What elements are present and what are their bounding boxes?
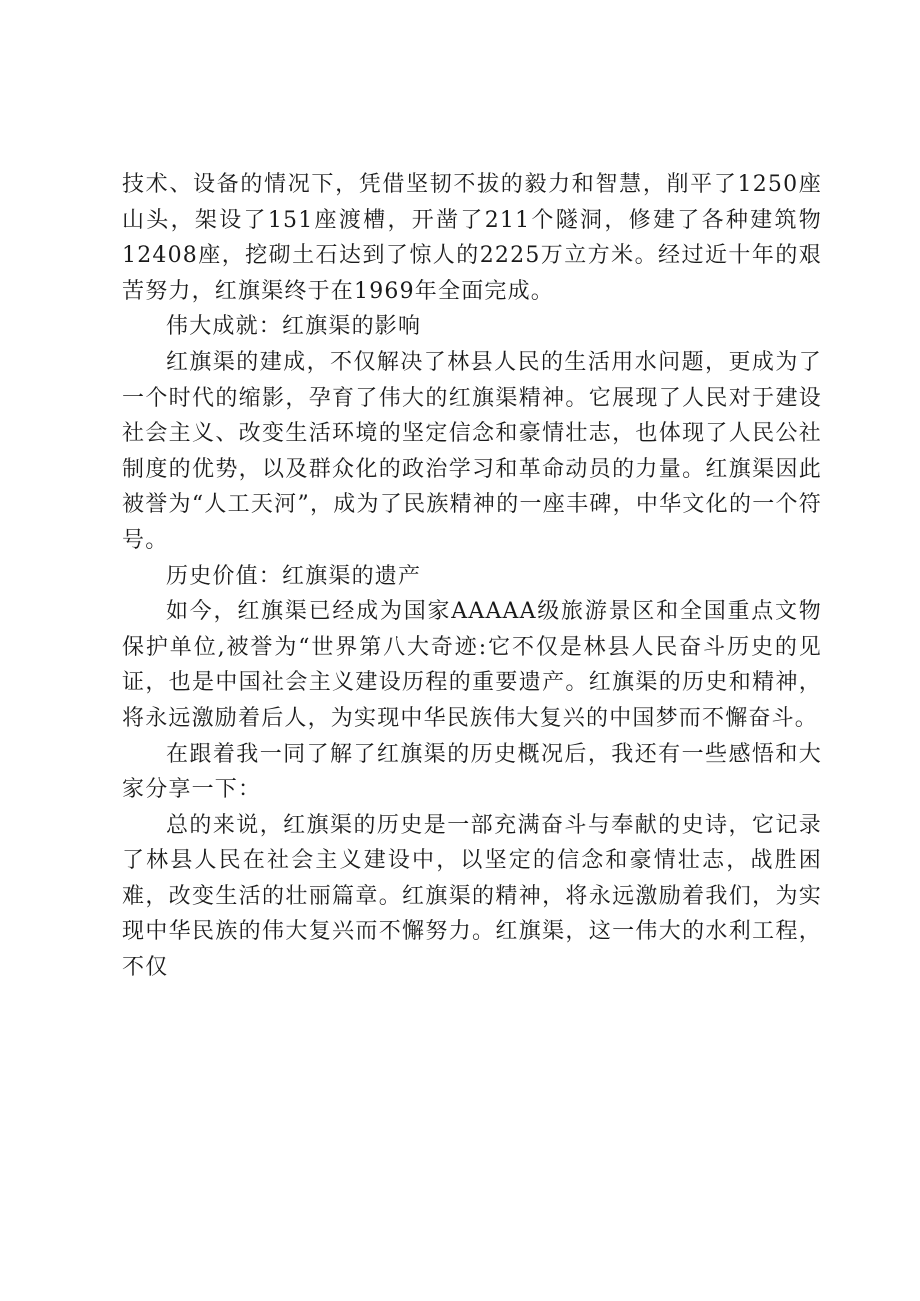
paragraph-heritage: 如今，红旗渠已经成为国家AAAAA级旅游景区和全国重点文物保护单位,被誉为“世界第八大奇迹:它不仅是林县人民奋斗历史的见证，也是中国社会主义建设历程的重要遗产。红旗渠的历史和精神，将永远激励着后人，为实现中华民族伟大复兴的中国梦而不懈奋斗。 [122, 599, 822, 731]
document-body [122, 167, 822, 986]
paragraph-construction-continued: 技术、设备的情况下，凭借坚韧不拔的毅力和智慧，削平了1250座山头，架设了151座渡槽，开凿了211个隧洞，修建了各种建筑物12408座，挖砌土石达到了惊人的2225万立方米。经过近十年的艰苦努力，红旗渠终于在1969年全面完成。 [122, 172, 822, 304]
paragraph-influence: 红旗渠的建成，不仅解决了林县人民的生活用水问题，更成为了一个时代的缩影，孕育了伟大的红旗渠精神。它展现了人民对于建设社会主义、改变生活环境的坚定信念和豪情壮志，也体现了人民公社制度的优势，以及群众化的政治学习和革命动员的力量。红旗渠因此被誉为“人工天河”，成为了民族精神的一座丰碑，中华文化的一个符号。 [122, 349, 822, 553]
section-heading-heritage: 历史价值：红旗渠的遗产 [166, 563, 422, 589]
section-heading-achievement: 伟大成就：红旗渠的影响 [166, 314, 422, 340]
paragraph-summary: 总的来说，红旗渠的历史是一部充满奋斗与奉献的史诗，它记录了林县人民在社会主义建设中，以坚定的信念和豪情壮志，战胜困难，改变生活的壮丽篇章。红旗渠的精神，将永远激励着我们，为实现中华民族的伟大复兴而不懈努力。红旗渠，这一伟大的水利工程，不仅 [122, 812, 822, 981]
paragraph-transition: 在跟着我一同了解了红旗渠的历史概况后，我还有一些感悟和大家分享一下： [122, 741, 822, 803]
